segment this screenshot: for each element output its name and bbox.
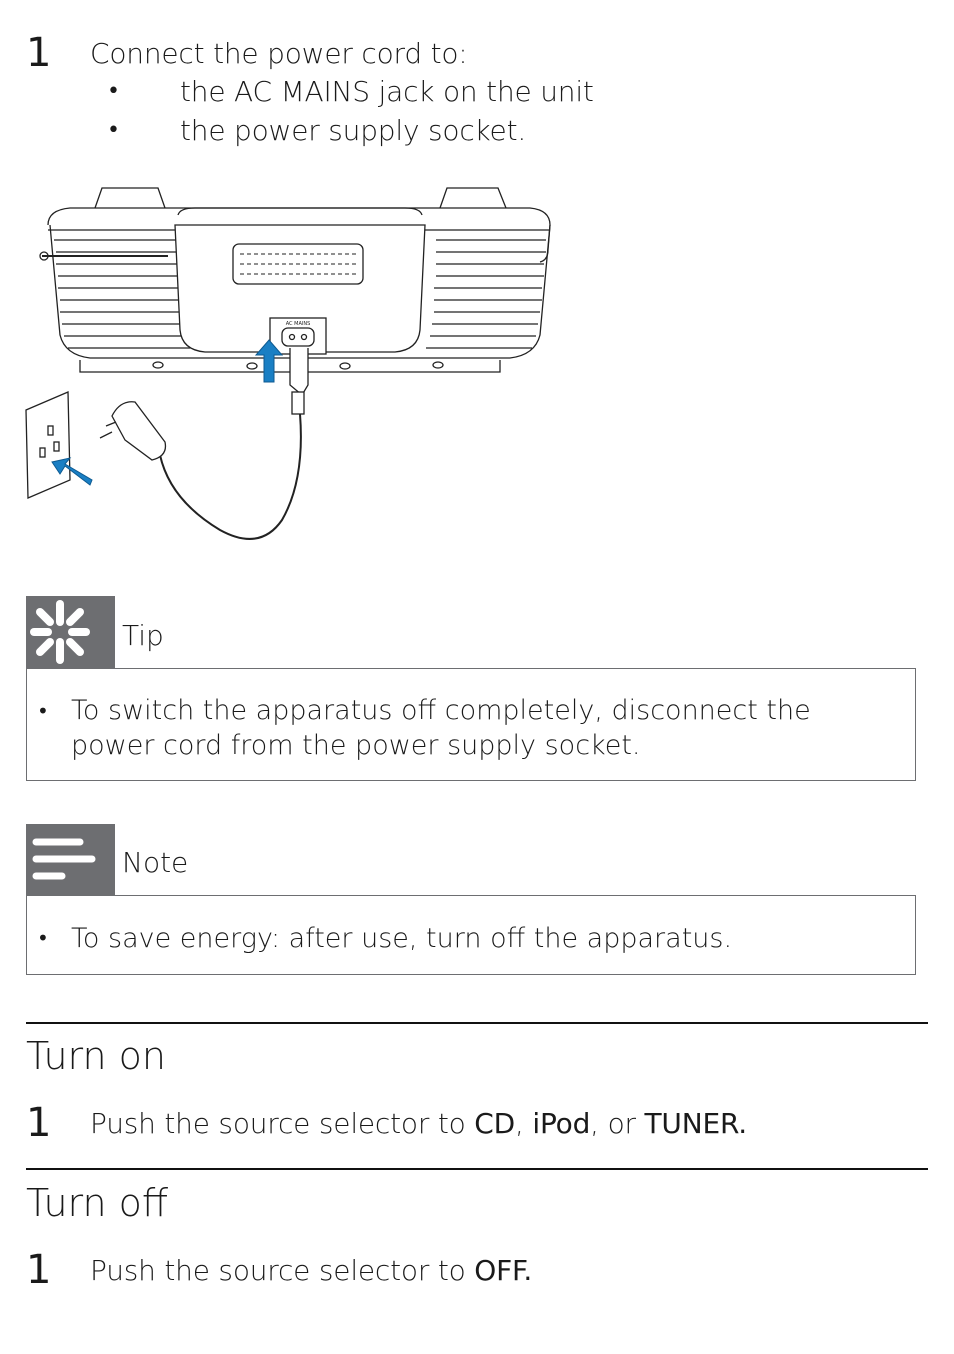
step-text-prefix: Push the source selector to <box>90 1254 475 1287</box>
bullet-item: the power supply socket. <box>180 114 527 147</box>
step-number: 1 <box>26 1100 52 1146</box>
bullet-dot: • <box>107 118 120 143</box>
step-number: 1 <box>26 1247 52 1293</box>
step-text-prefix: Push the source selector to <box>90 1107 475 1140</box>
tip-box <box>26 668 916 781</box>
option-ipod: iPod <box>532 1107 591 1140</box>
section-divider <box>26 1022 928 1024</box>
step-text <box>90 1107 747 1140</box>
tip-title: Tip <box>122 619 164 652</box>
tip-text: To switch the apparatus off completely, disconnect the power cord from the power supply socket. <box>71 695 811 761</box>
section-heading-turn-off: Turn off <box>26 1181 169 1225</box>
bullet-dot: • <box>107 79 120 104</box>
note-text: To save energy: after use, turn off the apparatus. <box>71 923 733 954</box>
step-text <box>90 1254 533 1287</box>
separator: , or <box>590 1107 645 1140</box>
option-tuner: TUNER. <box>644 1107 747 1140</box>
section-heading-turn-on: Turn on <box>26 1034 166 1078</box>
tip-icon-box <box>26 596 115 668</box>
bullet-dot: • <box>37 699 49 723</box>
jack-label: AC MAINS <box>285 321 311 327</box>
note-box <box>26 895 916 975</box>
bullet-dot: • <box>37 926 49 950</box>
step-number: 1 <box>26 30 52 76</box>
power-connection-illustration <box>20 180 560 550</box>
section-divider <box>26 1168 928 1170</box>
note-icon-box <box>26 824 115 896</box>
step-text: Connect the power cord to: <box>90 37 468 70</box>
bullet-item: the AC MAINS jack on the unit <box>180 75 594 108</box>
separator: , <box>514 1107 533 1140</box>
note-title: Note <box>122 846 189 879</box>
option-cd: CD <box>474 1107 515 1140</box>
tip-asterisk-icon <box>26 596 115 668</box>
option-off: OFF. <box>474 1254 533 1287</box>
note-lines-icon <box>26 824 115 896</box>
